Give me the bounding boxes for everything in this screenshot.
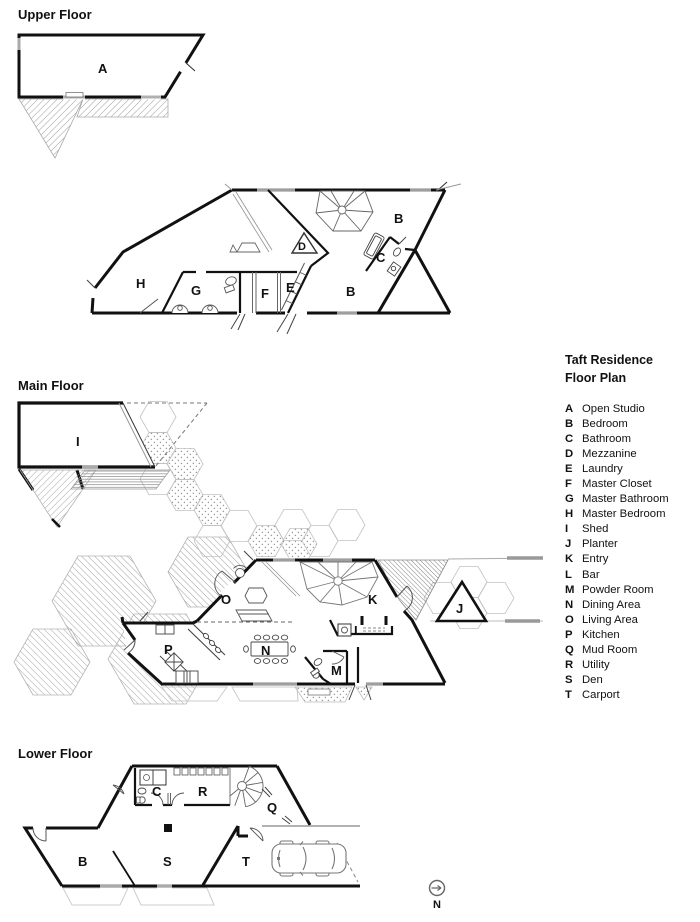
legend-item-a: A Open Studio bbox=[565, 403, 645, 415]
compass-label: N bbox=[433, 899, 441, 911]
legend-item-m: M Powder Room bbox=[565, 583, 654, 596]
legend-items bbox=[565, 402, 700, 703]
room-label-bar: L bbox=[354, 623, 362, 638]
main-floor-title: Main Floor bbox=[18, 378, 84, 393]
open-studio-walls bbox=[19, 35, 203, 97]
room-label-mezzanine: D bbox=[298, 241, 306, 253]
ramp-hatch-strip bbox=[71, 470, 170, 489]
utility-shelves bbox=[174, 768, 228, 775]
room-label-carport: T bbox=[242, 854, 250, 869]
room-label-living-area: O bbox=[221, 592, 232, 607]
legend-item-c: C Bathroom bbox=[565, 433, 631, 446]
room-label-shed: I bbox=[76, 434, 80, 449]
legend-item-p: P Kitchen bbox=[565, 628, 620, 641]
room-label-open-studio: A bbox=[98, 61, 108, 76]
room-label-dining-area: N bbox=[261, 643, 271, 658]
main-floor-plan bbox=[14, 378, 543, 704]
room-label-bedroom-lower: B bbox=[346, 284, 356, 299]
upper-floor-title: Upper Floor bbox=[18, 7, 92, 22]
legend bbox=[565, 351, 700, 703]
legend-title-line1: Taft Residence bbox=[565, 353, 653, 367]
room-label-bedroom-upper: B bbox=[394, 211, 404, 226]
room-label-utility: R bbox=[198, 784, 208, 799]
legend-item-s: S Den bbox=[565, 673, 603, 686]
legend-item-h: H Master Bedroom bbox=[565, 508, 666, 521]
legend-item-f: F Master Closet bbox=[565, 478, 652, 491]
deck-hatch-triangle bbox=[19, 99, 83, 158]
room-label-bathroom-lower: C bbox=[152, 784, 162, 799]
car-icon bbox=[272, 841, 346, 876]
room-label-master-bedroom: H bbox=[136, 276, 146, 291]
lower-building bbox=[25, 766, 360, 905]
door-frame bbox=[66, 93, 83, 98]
room-label-planter: J bbox=[456, 601, 464, 616]
room-label-entry: K bbox=[368, 592, 378, 607]
legend-item-g: G Master Bathroom bbox=[565, 493, 669, 506]
legend-item-i: I Shed bbox=[565, 523, 609, 536]
legend-item-k: K Entry bbox=[565, 553, 609, 566]
room-label-bedroom-lower-floor: B bbox=[78, 854, 88, 869]
legend-title-line2: Floor Plan bbox=[565, 371, 627, 385]
room-label-powder-room: M bbox=[331, 663, 342, 678]
deck-hatch-strip bbox=[77, 99, 168, 117]
legend-item-b: B Bedroom bbox=[565, 418, 628, 431]
legend-item-j: J Planter bbox=[565, 538, 618, 551]
legend-item-d: D Mezzanine bbox=[565, 448, 637, 461]
legend-item-o: O Living Area bbox=[565, 613, 638, 626]
legend-item-e: E Laundry bbox=[565, 463, 623, 476]
legend-item-q: Q Mud Room bbox=[565, 643, 638, 656]
planter-box bbox=[308, 689, 330, 695]
door-leaf bbox=[244, 551, 253, 560]
room-label-bathroom-upper: C bbox=[376, 250, 386, 265]
room-label-laundry: E bbox=[286, 280, 295, 295]
door-swing-lines bbox=[231, 314, 296, 334]
upper-floor-plan bbox=[18, 7, 461, 334]
legend-item-t: T Carport bbox=[565, 688, 620, 701]
legend-item-n: N Dining Area bbox=[565, 598, 641, 611]
door-leaf bbox=[87, 280, 95, 288]
upper-bedroom-wing bbox=[87, 182, 461, 334]
terrace-outlines bbox=[63, 888, 214, 905]
lower-floor-title: Lower Floor bbox=[18, 746, 93, 761]
open-studio-building bbox=[19, 35, 203, 158]
legend-item-r: R Utility bbox=[565, 658, 610, 671]
room-label-master-closet: F bbox=[261, 286, 269, 301]
room-label-mud-room: Q bbox=[267, 800, 278, 815]
stove-square bbox=[164, 824, 172, 832]
compass-north-icon bbox=[430, 881, 445, 912]
room-label-master-bathroom: G bbox=[191, 283, 202, 298]
legend-item-l: L Bar bbox=[565, 568, 600, 581]
room-label-kitchen: P bbox=[164, 642, 173, 657]
lower-floor-plan bbox=[18, 746, 360, 905]
door-leaf bbox=[186, 63, 195, 71]
room-label-den: S bbox=[163, 854, 172, 869]
